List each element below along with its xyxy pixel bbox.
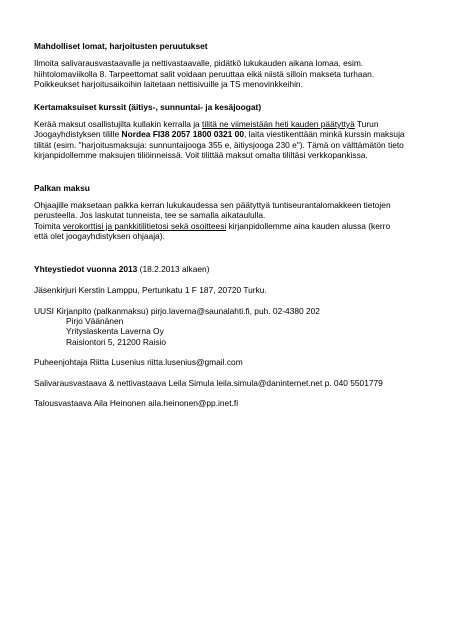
section-holidays [34,41,424,90]
heading-contacts [34,264,424,274]
text-line: Ohjaajille maksetaan palkka kerran lukukaudessa sen päätyttyä tuntiseurantalomakkeen tietojen [34,200,391,211]
text-fragment: Joogayhdistyksen tilille [34,129,122,140]
text-line: perusteella. Jos laskutat tunneista, tee se samalla aikataululla. [34,210,266,221]
text-line: että olet joogayhdistyksen ohjaaja). [34,231,165,242]
contact-bookkeeping-address: Raisiontori 5, 21200 Raisio [66,336,167,347]
heading-salary: Palkan maksu [34,182,90,193]
contact-chairperson: Puheenjohtaja Riitta Lusenius riitta.lusenius@gmail.com [34,357,243,368]
contact-hall-booking: Salivarausvastaava & nettivastaava Leila Simula leila.simula@daninternet.net p. 040 5501779 [34,377,383,388]
text-line: Poikkeukset harjoitusaikoihin laitetaan nettisivuille ja TS menovinkkeihin. [34,79,303,90]
text-fragment: Toimita [34,220,63,231]
text-fragment: , laita viestikenttään minkä kurssin maksuja [244,129,405,140]
text-line [34,221,424,231]
text-fragment: Kerää maksut osallistujilta kullakin kerralla ja [34,119,203,130]
section-salary [34,183,424,242]
underlined-text: verokorttisi ja pankkitilitietosi sekä osoitteesi [62,220,227,231]
underlined-text: tilitä ne viimeistään heti kauden päätyttyä [202,119,355,130]
heading-courses: Kertamaksuiset kurssit (äitiys-, sunnuntai- ja kesäjoogat) [34,101,262,112]
contact-treasurer: Talousvastaava Aila Heinonen aila.heinonen@pp.inet.fi [34,397,239,408]
contact-bookkeeping-address: Yrityslaskenta Laverna Oy [66,326,164,337]
heading-contacts-note: (18.2.2013 alkaen) [137,263,210,274]
text-line: tilität (esim. "harjoitusmaksuja: sunnuntaijooga 355 e, äitiysjooga 230 e"). Tämä on välttämätön tieto [34,139,404,150]
contact-bookkeeping: UUSI Kirjanpito (palkanmaksu) pirjo.laverna@saunalahti.fi, puh. 02-4380 202 [34,305,320,316]
text-line [34,119,424,129]
bank-account-number: Nordea FI38 2057 1800 0321 00 [121,129,244,140]
heading-contacts-title: Yhteystiedot vuonna 2013 [34,263,138,274]
contact-bookkeeping-address: Pirjo Väänänen [66,315,124,326]
section-single-payment-courses [34,102,424,161]
contact-member-registrar: Jäsenkirjuri Kerstin Lamppu, Pertunkatu 1 F 187, 20720 Turku. [34,285,267,296]
section-contacts [34,264,424,409]
document-body [34,41,424,408]
text-fragment: Turun [354,119,379,130]
heading-holidays: Mahdolliset lomat, harjoitusten peruutukset [34,41,208,51]
text-line: hiihtolomaviikolla 8. Tarpeettomat salit voidaan peruuttaa eikä niistä silloin makseta turhaan. [34,68,375,79]
text-line: Ilmoita salivarausvastaavalle ja nettivastaavalle, pidätkö lukukauden aikana lomaa, esim. [34,58,364,69]
text-line: kirjanpidollemme maksujen tiliöinneissä. Voit tilittää maksut omalta tililtäsi verkkopankissa. [34,150,368,161]
text-line [34,129,424,139]
text-fragment: kirjanpidollemme aina kauden alussa (kerro [226,220,391,231]
